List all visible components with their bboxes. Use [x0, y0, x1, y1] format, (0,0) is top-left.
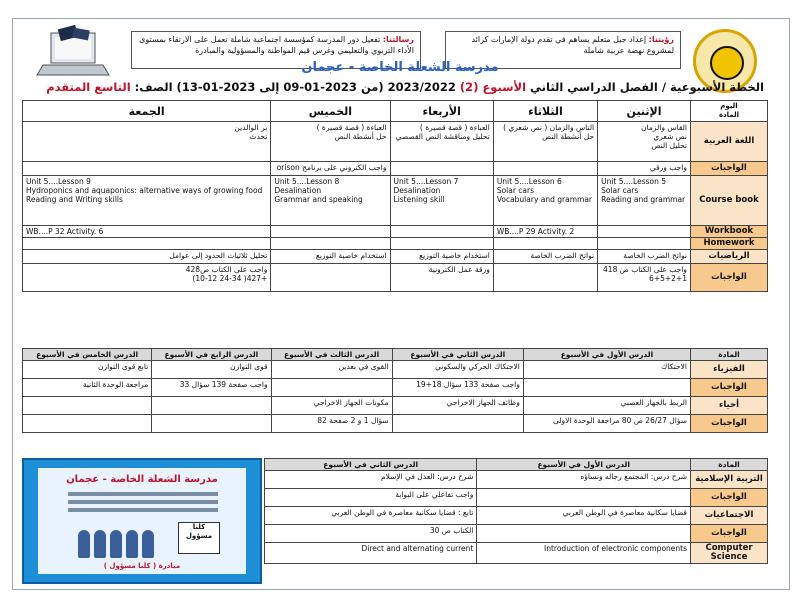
- table-cell: Unit 5....Lesson 5 Solar cars Reading and grammar: [598, 176, 691, 226]
- table-row: [23, 415, 768, 433]
- table-cell: [23, 162, 271, 176]
- table-cell: [152, 397, 271, 415]
- mission-text: تفعيل دور المدرسة كمؤسسة اجتماعية شاملة تعمل على الارتقاء بمستوى الأداء التربوي والتعليمي وغرس قيم المواطنة والمسؤولية والمبادرة: [139, 35, 414, 55]
- table-cell: تابع قوى التوازن: [23, 361, 152, 379]
- table-cell: [598, 238, 691, 250]
- table-cell: Direct and alternating current: [265, 543, 477, 564]
- table-row: [265, 489, 768, 507]
- corner-subject: المادة: [718, 111, 740, 119]
- column-header: الدرس الأول في الأسبوع: [477, 459, 691, 471]
- subject-cell: Workbook: [691, 226, 768, 238]
- corner-day: اليوم: [720, 102, 738, 110]
- table-cell: قوى التوازن: [152, 361, 271, 379]
- subject-cell: الواجبات: [691, 415, 768, 433]
- table-row: [265, 507, 768, 525]
- poster-footer: مبادرة ( كلنا مسؤول ): [103, 562, 181, 570]
- table-cell: القاس والزمان نص شعري تحليل النص: [598, 122, 691, 162]
- week-label: الأسبوع (2): [459, 80, 527, 94]
- table-cell: نواتج الضرب الخاصة: [598, 250, 691, 264]
- subject-cell: الواجبات: [691, 162, 768, 176]
- science-table: [22, 348, 768, 433]
- table-cell: [23, 238, 271, 250]
- table-cell: Unit 5....Lesson 8 Desalination Grammar and speaking: [271, 176, 390, 226]
- table-cell: [523, 379, 690, 397]
- table-cell: [477, 489, 691, 507]
- table-cell: العباءة ( قصة قصيرة ) تحليل ومناقشة النص القصصي: [390, 122, 493, 162]
- table-cell: استخدام خاصية التوزيع: [390, 250, 493, 264]
- mission-label: رسالتنا:: [382, 35, 414, 44]
- table-cell: [392, 415, 523, 433]
- table-cell: شرح درس: المجتمع رجاله ونساؤه: [477, 471, 691, 489]
- column-header: المادة: [691, 349, 768, 361]
- subject-cell: الاجتماعيات: [691, 507, 768, 525]
- table-cell: واجب على الكتاب ص 418 6+5+2+1: [598, 264, 691, 292]
- table-cell: مراجعة الوحدة الثانية: [23, 379, 152, 397]
- column-header: الدرس الثالث في الأسبوع: [271, 349, 392, 361]
- table-cell: تابع : قضايا سكانية معاصرة في الوطن العربي: [265, 507, 477, 525]
- table-row: [265, 471, 768, 489]
- laptop-books-image: [33, 25, 113, 85]
- table-cell: Unit 5....Lesson 7 Desalination Listening skill: [390, 176, 493, 226]
- day-header: الخميس: [271, 101, 390, 122]
- table-cell: قضايا سكانية معاصرة في الوطن العربي: [477, 507, 691, 525]
- table-cell: الاحتكاك: [523, 361, 690, 379]
- table-row: [265, 543, 768, 564]
- poster-sign: كلنا مسؤول: [178, 522, 220, 554]
- day-header: الثلاثاء: [493, 101, 597, 122]
- table-cell: شرح درس: العدل في الإسلام: [265, 471, 477, 489]
- table-cell: سؤال 26/27 ص 80 مراجعة الوحدة الاولى: [523, 415, 690, 433]
- weekly-plan-table: [22, 100, 768, 292]
- table-cell: واجب تفاعلي على البوابة: [265, 489, 477, 507]
- table-cell: الكتاب ص 30: [265, 525, 477, 543]
- table-row: [23, 122, 768, 162]
- subject-cell: الفيزياء: [691, 361, 768, 379]
- table-cell: Unit 5....Lesson 9 Hydroponics and aquaponics: alternative ways of growing food Reading and Writing skills: [23, 176, 271, 226]
- table-row: [23, 379, 768, 397]
- table-cell: الناس والزمان ( نص شعري ) حل أنشطة النص: [493, 122, 597, 162]
- table-cell: واجب ورقي: [598, 162, 691, 176]
- vision-text: إعداد جيل متعلم يساهم في تقدم دولة الإمارات كرائد لمشروع نهضة عربية شاملة: [471, 35, 674, 55]
- table-row: [23, 264, 768, 292]
- subject-cell: اللغة العربية: [691, 122, 768, 162]
- poster-inner: [38, 468, 246, 574]
- table-cell: [271, 264, 390, 292]
- table-cell: [23, 415, 152, 433]
- poster-line: [68, 492, 218, 496]
- table-cell: واجب على الكتاب ص428 +427( 24-34 10-12): [23, 264, 271, 292]
- table-cell: [390, 238, 493, 250]
- table-row: [23, 226, 768, 238]
- date-range: 2023/2022 (من 2023-01-09 إلى 2023-01-13) الصف:: [134, 80, 456, 94]
- poster-title: مدرسة الشعلة الخاصة - عجمان: [66, 474, 218, 485]
- plan-title-text: الخطة الأسبوعية / الفصل الدراسي الثاني: [530, 80, 764, 94]
- table-cell: وظائف الجهاز الاخراجي: [392, 397, 523, 415]
- table-cell: [271, 379, 392, 397]
- grade-label: التاسع المتقدم: [46, 80, 131, 94]
- plan-title: [24, 80, 764, 94]
- table-cell: [477, 525, 691, 543]
- table-cell: واجب الكتروني على برنامج orison: [271, 162, 390, 176]
- column-header: الدرس الثاني في الأسبوع: [265, 459, 477, 471]
- header-row: [23, 349, 768, 361]
- table-cell: نواتج الضرب الخاصة: [493, 250, 597, 264]
- table-cell: [152, 415, 271, 433]
- column-header: الدرس الخامس في الأسبوع: [23, 349, 152, 361]
- table-row: [23, 397, 768, 415]
- subject-cell: الواجبات: [691, 489, 768, 507]
- column-header: الدرس الثاني في الأسبوع: [392, 349, 523, 361]
- table-cell: Introduction of electronic components: [477, 543, 691, 564]
- table-cell: استخدام خاصية التوزيع: [271, 250, 390, 264]
- social-table: [264, 458, 768, 564]
- subject-cell: الواجبات: [691, 379, 768, 397]
- subject-cell: Course book: [691, 176, 768, 226]
- table-cell: [390, 162, 493, 176]
- vision-label: رؤيتنا:: [648, 35, 674, 44]
- table-cell: القوى في بعدين: [271, 361, 392, 379]
- table-cell: Unit 5....Lesson 6 Solar cars Vocabulary and grammar: [493, 176, 597, 226]
- subject-cell: التربية الإسلامية: [691, 471, 768, 489]
- table-cell: [390, 226, 493, 238]
- header-row: [23, 101, 768, 122]
- table-row: [23, 361, 768, 379]
- table-cell: [493, 238, 597, 250]
- table-cell: WB....P 29 Activity. 2: [493, 226, 597, 238]
- column-header: المادة: [691, 459, 768, 471]
- table-cell: [271, 238, 390, 250]
- table-cell: سؤال 1 و 2 صفحة 82: [271, 415, 392, 433]
- column-header: الدرس الأول في الأسبوع: [523, 349, 690, 361]
- table-cell: تحليل ثلاثيات الحدود إلى عوامل: [23, 250, 271, 264]
- table-cell: WB....P 32 Activity. 6: [23, 226, 271, 238]
- subject-cell: Computer Science: [691, 543, 768, 564]
- table-row: [23, 162, 768, 176]
- subject-cell: الواجبات: [691, 525, 768, 543]
- school-name: مدرسة الشعلة الخاصة - عجمان: [301, 60, 499, 75]
- table-cell: واجب صفحة 139 سؤال 33: [152, 379, 271, 397]
- table-cell: [598, 226, 691, 238]
- poster-line: [68, 508, 218, 512]
- subject-cell: الرياضيات: [691, 250, 768, 264]
- table-cell: العباءة ( قصة قصيرة ) حل أنشطة النص: [271, 122, 390, 162]
- table-cell: الاحتكاك الحركي والسكوني: [392, 361, 523, 379]
- table-cell: [493, 264, 597, 292]
- subject-cell: Homework: [691, 238, 768, 250]
- subject-cell: الواجبات: [691, 264, 768, 292]
- table-cell: [493, 162, 597, 176]
- table-cell: الربط بالجهاز العصبي: [523, 397, 690, 415]
- people-icon: [78, 524, 168, 560]
- table-cell: ورقة عمل الكترونية: [390, 264, 493, 292]
- table-cell: واجب صفحة 133 سؤال 18+19: [392, 379, 523, 397]
- day-header: الجمعة: [23, 101, 271, 122]
- table-cell: مكونات الجهاز الاخراجي: [271, 397, 392, 415]
- corner-cell: [691, 101, 768, 122]
- table-row: [23, 250, 768, 264]
- poster-line: [68, 500, 218, 504]
- table-cell: [23, 397, 152, 415]
- table-cell: بر الوالدين تحدث: [23, 122, 271, 162]
- day-header: الإثنين: [598, 101, 691, 122]
- table-row: [23, 176, 768, 226]
- initiative-poster: [22, 458, 262, 584]
- header-row: [265, 459, 768, 471]
- column-header: الدرس الرابع في الأسبوع: [152, 349, 271, 361]
- day-header: الأربعاء: [390, 101, 493, 122]
- table-row: [23, 238, 768, 250]
- subject-cell: أحياء: [691, 397, 768, 415]
- table-row: [265, 525, 768, 543]
- table-cell: [271, 226, 390, 238]
